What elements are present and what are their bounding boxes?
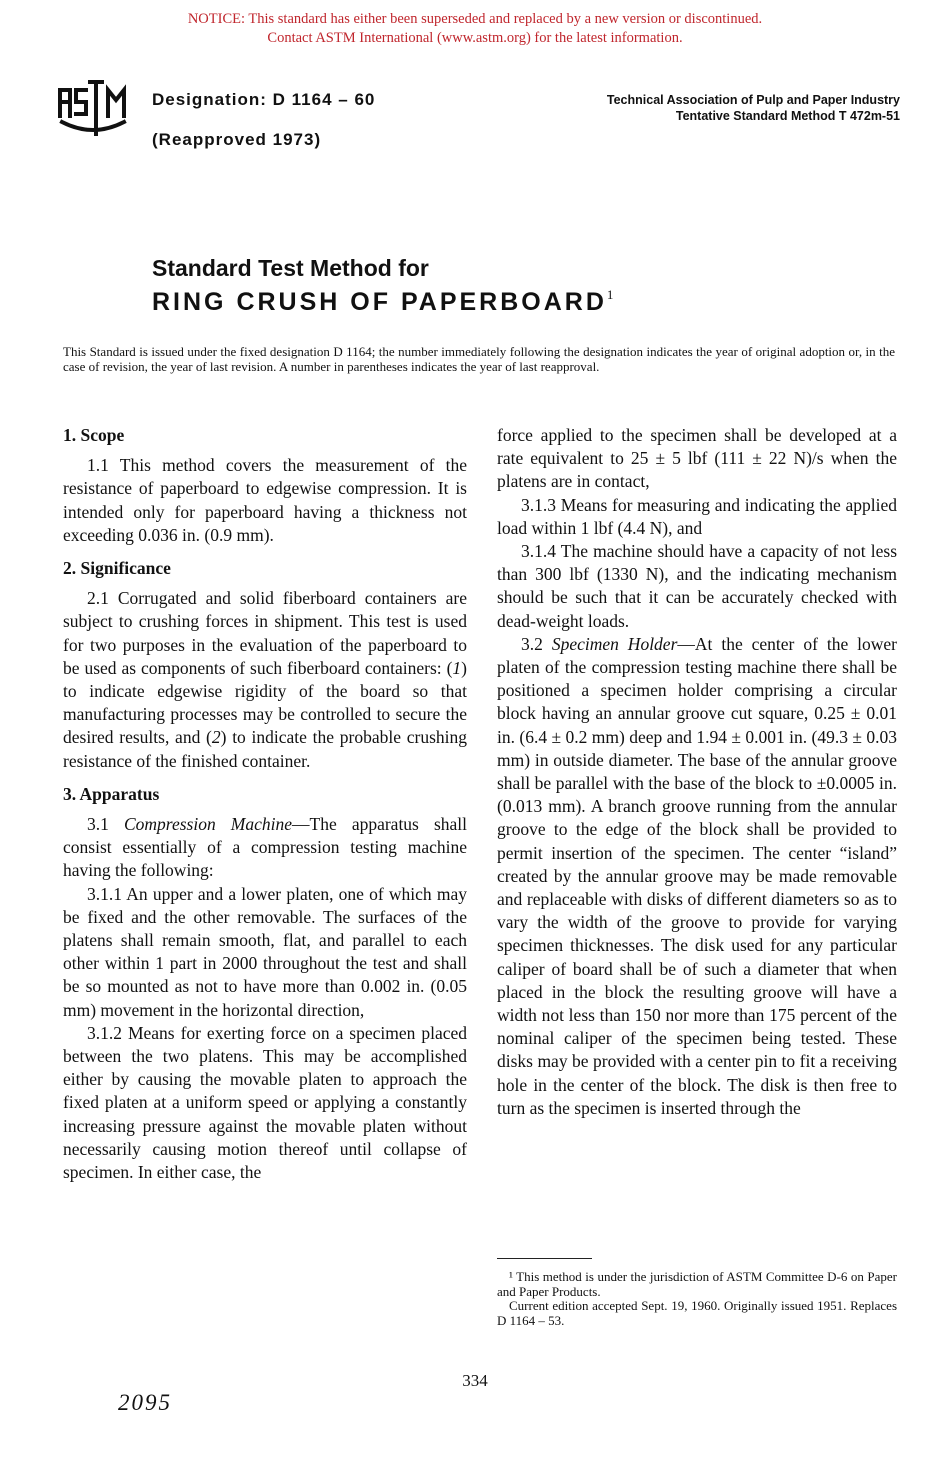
notice-line-1: NOTICE: This standard has either been superseded and replaced by a new version or discontinued. bbox=[187, 11, 763, 27]
paragraph-3-1-2: 3.1.2 Means for exerting force on a specimen placed between the two platens. This may be accomplished either by causing the movable platen to approach the fixed platen at a uniform speed or applying a constantly increasing pressure against the movable platen without necessarily causing motion thereof until collapse of specimen. In either case, the bbox=[63, 1022, 467, 1183]
footnote-divider bbox=[497, 1258, 592, 1259]
footnote-1: ¹ This method is under the jurisdiction of ASTM Committee D-6 on Paper and Paper Products. bbox=[497, 1269, 897, 1299]
designation: Designation: D 1164 – 60 bbox=[152, 90, 376, 109]
left-column bbox=[63, 424, 467, 1184]
apparatus-heading: 3. Apparatus bbox=[63, 783, 160, 804]
tappi-reference bbox=[607, 92, 900, 124]
paragraph-3-1-3: 3.1.3 Means for measuring and indicating the applied load within 1 lbf (4.4 N), and bbox=[497, 494, 897, 538]
issuance-statement: This Standard is issued under the fixed designation D 1164; the number immediately following the designation indicates the year of original adoption or, in the case of revision, the year of last revision. A number in parentheses indicates the year of last reapproval. bbox=[63, 344, 895, 374]
paragraph-3-1: 3.1 Compression Machine—The apparatus shall consist essentially of a compression testing machine having the following: bbox=[63, 814, 468, 881]
title-footnote-mark: 1 bbox=[606, 287, 614, 302]
title-line-2 bbox=[152, 287, 613, 317]
right-column bbox=[497, 424, 897, 1120]
superseded-notice bbox=[0, 10, 950, 48]
footnote-edition: Current edition accepted Sept. 19, 1960. Originally issued 1951. Replaces D 1164 – 53. bbox=[497, 1298, 897, 1328]
paragraph-2-1: 2.1 Corrugated and solid fiberboard containers are subject to crushing forces in shipment. This test is used for two purposes in the evaluation of the paperboard to be used as components of such fiberboard containers: (1) to indicate edgewise rigidity of the board so that manufacturing processes may be controlled to secure the desired results, and (2) to indicate the probable crushing resistance of the finished container. bbox=[63, 588, 467, 771]
paragraph-3-1-4: 3.1.4 The machine should have a capacity of not less than 300 lbf (1330 N), and the indicating mechanism should be such that it can be accurately checked with dead-weight loads. bbox=[497, 541, 897, 631]
notice-line-2: Contact ASTM International (www.astm.org) for the latest information. bbox=[267, 30, 683, 46]
paragraph-3-1-1: 3.1.1 An upper and a lower platen, one of which may be fixed and the other removable. The surfaces of the platens shall remain smooth, flat, and parallel to each other within 1 part in 2000 throughout the test and shall be so mounted as not to have more than 0.002 in. (0.05 mm) movement in the horizontal direction, bbox=[63, 883, 467, 1020]
significance-heading: 2. Significance bbox=[63, 558, 171, 579]
reapproved-year: (Reapproved 1973) bbox=[152, 130, 322, 149]
document-title: RING CRUSH OF PAPERBOARD bbox=[152, 288, 607, 316]
paragraph-3-2: 3.2 Specimen Holder—At the center of the lower platen of the compression testing machine there shall be positioned a specimen holder comprising a circular block having an annular groove cut square, 0.25 ± 0.01 in. (6.4 ± 0.2 mm) deep and 1.94 ± 0.001 in. (49.3 ± 0.03 mm) in outside diameter. The base of the annular groove shall be parallel with the base of the block to ±0.0005 in. (0.013 mm). A branch groove running from the annular groove to the edge of the block shall be provided to permit insertion of the specimen. The center “island” created by the annular groove may be made removable and replaceable with disks of different diameters so as to vary the width of the groove to provide for varying specimen thicknesses. The disk used for any particular caliper of board shall be of such a diameter that when placed in the block the resulting groove will have a width not less than 150 nor more than 175 percent of the nominal caliper of the specimen being tested. These disks may be provided with a center pin to fit a receiving hole in the center of the block. The disk is then free to turn as the specimen is inserted through the bbox=[497, 633, 897, 1118]
paragraph-1-1: 1.1 This method covers the measurement of the resistance of paperboard to edgewise compression. It is intended only for paperboard having a thickness not exceeding 0.036 in. (0.9 mm). bbox=[63, 455, 467, 545]
tappi-line-1: Technical Association of Pulp and Paper Industry bbox=[606, 93, 900, 107]
paragraph-3-1-2-continued: force applied to the specimen shall be developed at a rate equivalent to 25 ± 5 lbf (111 ± 22 N)/s when the platens are in contact, bbox=[497, 425, 897, 492]
handwritten-number: 2095 bbox=[118, 1390, 172, 1415]
footnotes bbox=[497, 1270, 897, 1328]
page-number: 334 bbox=[462, 1371, 488, 1390]
scope-heading: 1. Scope bbox=[63, 425, 125, 445]
tappi-line-2: Tentative Standard Method T 472m-51 bbox=[675, 109, 900, 123]
astm-logo-icon bbox=[56, 76, 130, 138]
title-line-1: Standard Test Method for bbox=[152, 255, 429, 281]
